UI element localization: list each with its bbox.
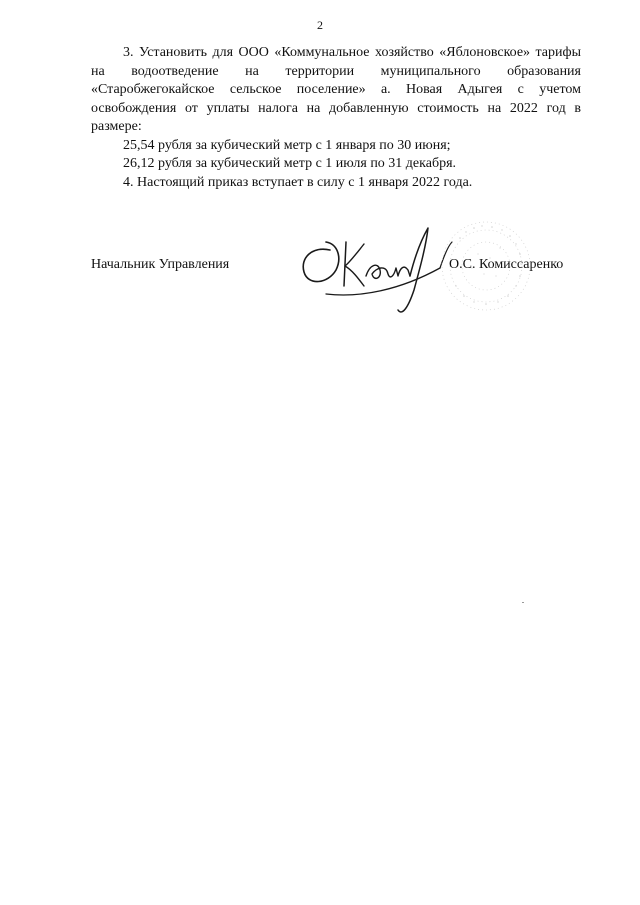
tariff-line-1: 25,54 рубля за кубический метр с 1 января по 30 июня; [123, 137, 451, 153]
tariff-line-2: 26,12 рубля за кубический метр с 1 июля по 31 декабря. [123, 156, 457, 171]
paragraph-3: 3. Установить для ООО «Коммунальное хозяйство «Яблоновское» тарифы на водоотведение на территории муниципального образования «Старобжегокайское сельское поселение» а. Новая Адыгея с учетом освобождения от уплаты налога на добавленную стоимость на 2022 год в размере: [91, 45, 581, 134]
document-body [91, 44, 581, 192]
paragraph-4: 4. Настоящий приказ вступает в силу с 1 января 2022 года. [123, 174, 473, 190]
signatory-title: Начальник Управления [91, 257, 230, 272]
signatory-name: О.С. Комиссаренко [449, 257, 564, 272]
scan-speck [522, 602, 524, 603]
page-number: 2 [317, 18, 323, 32]
